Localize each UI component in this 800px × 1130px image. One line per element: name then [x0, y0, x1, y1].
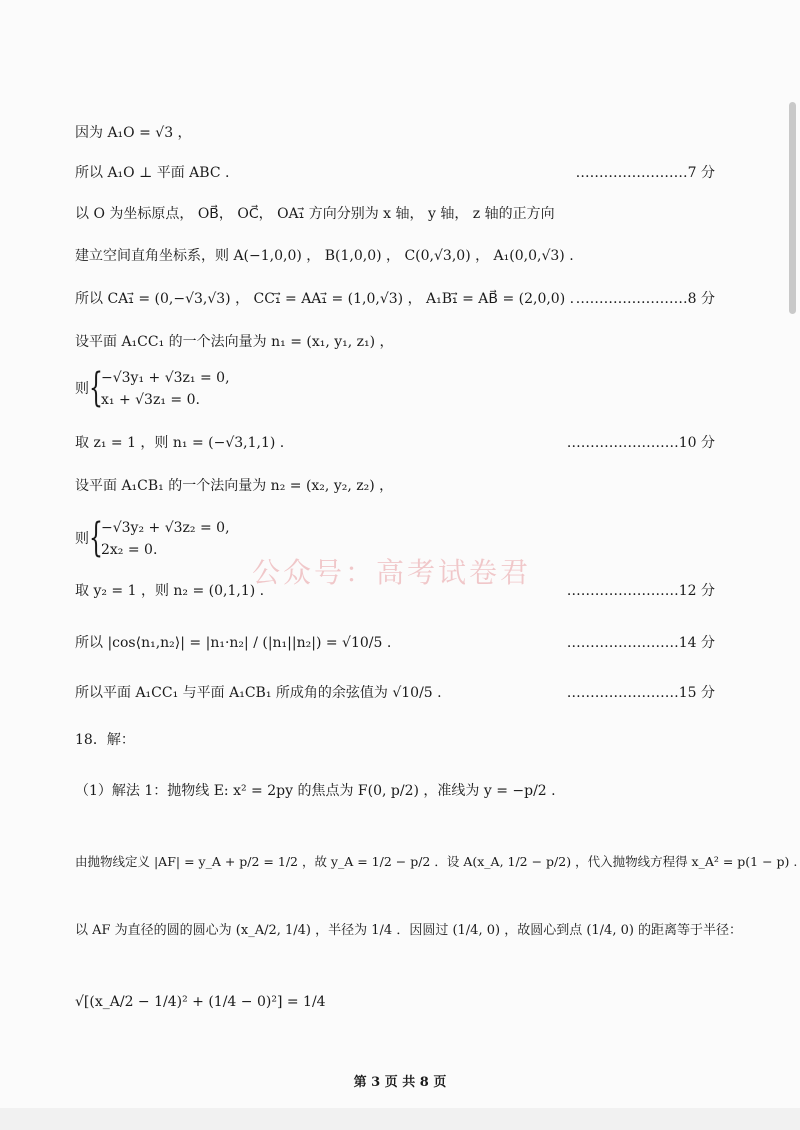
- scrollbar-thumb[interactable]: [789, 102, 796, 314]
- equation: 2x₂ = 0.: [101, 542, 158, 558]
- score-mark: ……………………8 分: [575, 291, 715, 307]
- text-line: （1）解法 1：抛物线 E: x² = 2py 的焦点为 F(0, p/2) ，准线为 y = −p/2 .: [75, 783, 556, 799]
- text-line: 设平面 A₁CB₁ 的一个法向量为 n₂ = (x₂, y₂, z₂) ，: [75, 478, 394, 494]
- bottom-bar: [0, 1108, 800, 1130]
- page-footer: 第 3 页 共 8 页: [353, 1075, 447, 1090]
- equation-system: [75, 366, 375, 412]
- equation: x₁ + √3z₁ = 0.: [101, 392, 200, 408]
- system-prefix: 则: [75, 531, 89, 547]
- equation: −√3y₂ + √3z₂ = 0,: [101, 520, 230, 536]
- left-brace-icon: {: [89, 515, 103, 561]
- text-line: 以 AF 为直径的圆的圆心为 (x_A/2, 1/4) ，半径为 1/4 ．因圆过 (1/4, 0) ，故圆心到点 (1/4, 0) 的距离等于半径：: [75, 923, 743, 938]
- equation: −√3y₁ + √3z₁ = 0,: [101, 370, 230, 386]
- left-brace-icon: {: [89, 365, 103, 411]
- text-line: 建立空间直角坐标系，则 A(−1,0,0) ， B(1,0,0) ， C(0,√3,0) ， A₁(0,0,√3) .: [75, 248, 574, 264]
- text-line: 所以 A₁O ⊥ 平面 ABC .: [75, 165, 230, 181]
- text-line: 所以平面 A₁CC₁ 与平面 A₁CB₁ 所成角的余弦值为 √10/5 .: [75, 685, 442, 701]
- system-prefix: 则: [75, 381, 89, 397]
- score-mark: ……………………14 分: [566, 635, 715, 651]
- text-line: 所以 CA₁⃗ = (0,−√3,√3) ， CC₁⃗ = AA₁⃗ = (1,0,√3) ， A₁B₁⃗ = AB⃗ = (2,0,0) .: [75, 291, 575, 307]
- text-line: 由抛物线定义 |AF| = y_A + p/2 = 1/2 ，故 y_A = 1/2 − p/2 ．设 A(x_A, 1/2 − p/2) ，代入抛物线方程得 x_A² = p(1 − p) .: [75, 854, 798, 869]
- score-mark: ……………………12 分: [566, 583, 715, 599]
- text-line: 以 O 为坐标原点， OB⃗， OC⃗， OA₁⃗ 方向分别为 x 轴， y 轴， z 轴的正方向: [75, 206, 555, 222]
- score-mark: ……………………7 分: [575, 165, 715, 181]
- text-line: 所以 |cos⟨n₁,n₂⟩| = |n₁·n₂| / (|n₁||n₂|) = √10/5 .: [75, 635, 392, 651]
- score-mark: ……………………15 分: [566, 685, 715, 701]
- text-line: 设平面 A₁CC₁ 的一个法向量为 n₁ = (x₁, y₁, z₁) ，: [75, 334, 394, 350]
- text-line: 取 z₁ = 1 ，则 n₁ = (−√3,1,1) .: [75, 435, 285, 451]
- formula-line: √[(x_A/2 − 1/4)² + (1/4 − 0)²] = 1/4: [75, 994, 326, 1010]
- text-line: 取 y₂ = 1 ，则 n₂ = (0,1,1) .: [75, 583, 265, 599]
- score-mark: ……………………10 分: [566, 435, 715, 451]
- text-line: 因为 A₁O = √3 ，: [75, 125, 192, 141]
- watermark: 公众号：高考试卷君: [252, 556, 532, 589]
- question-heading: 18．解：: [75, 732, 135, 748]
